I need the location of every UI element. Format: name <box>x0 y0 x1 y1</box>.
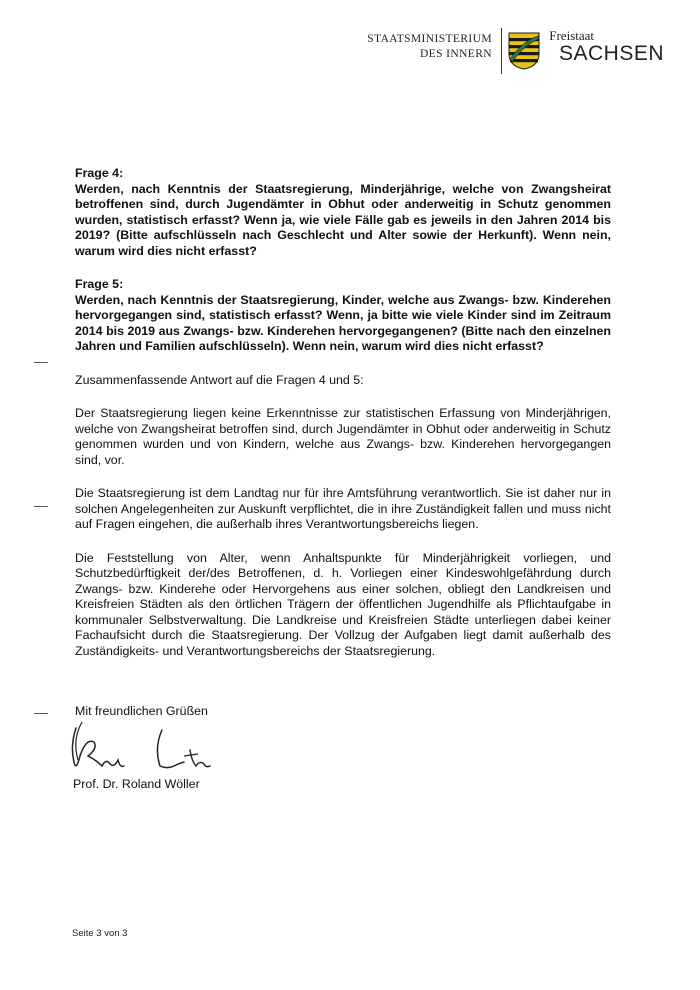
closing-greeting: Mit freundlichen Grüßen <box>75 704 208 718</box>
ministry-line-2: DES INNERN <box>419 48 492 60</box>
answer-paragraph: Die Feststellung von Alter, wenn Anhaltspunkte für Minderjährigkeit vorliegen, und Schutzbedürftigkeit der/des Betroffenen, d. h. Vorliegen einer Kindeswohlgefährdung durch Zwangs- bzw. Kinderehe oder Hervorgehens aus einer solchen, obliegt den Landkreisen und Kreisfreien Städten als den örtlichen Trägern der öffentlichen Jugendhilfe als Pflichtaufgabe in kommunaler Selbstverwaltung. Die Landkreise und Kreisfreien Städte unterliegen dabei keiner Fachaufsicht durch die Staatsregierung. Der Vollzug der Aufgaben liegt damit außerhalb des Zuständigkeits- und Verantwortungsbereichs der Staatsregierung. <box>75 550 611 658</box>
fold-mark <box>34 362 48 363</box>
question-4 <box>75 166 611 259</box>
question-5 <box>75 277 611 355</box>
handwritten-signature <box>64 716 224 784</box>
letter-body <box>75 166 611 677</box>
fold-mark <box>34 713 48 714</box>
question-heading: Frage 5: <box>75 277 124 291</box>
page-number: Seite 3 von 3 <box>72 928 128 939</box>
question-text: Werden, nach Kenntnis der Staatsregierung, Kinder, welche aus Zwangs- bzw. Kinderehen hervorgegangen sind, statistisch erfasst? Wenn, ja bitte wie viele Kinder sind im Zeitraum 2014 bis 2019 aus Zwangs- bzw. Kinderehen hervorgegangenen? (Bitte nach den einzelnen Jahren und Familien aufschlüsseln). Wenn nein, warum wird dies nicht erfasst? <box>75 292 611 353</box>
state-label-small: Freistaat <box>549 28 594 43</box>
state-label-large: SACHSEN <box>558 42 664 65</box>
answer-paragraph: Die Staatsregierung ist dem Landtag nur für ihre Amtsführung verantwortlich. Sie ist daher nur in solchen Angelegenheiten zur Auskunft verpflichtet, die in ihre Zuständigkeit fallen und muss nicht auf Fragen eingehen, die außerhalb ihres Verantwortungsbereichs liegen. <box>75 486 611 531</box>
saxony-crest-icon <box>508 32 540 70</box>
signer-name: Prof. Dr. Roland Wöller <box>73 777 200 791</box>
question-heading: Frage 4: <box>75 166 124 180</box>
answer-intro: Zusammenfassende Antwort auf die Fragen 4 und 5: <box>75 372 364 387</box>
ministry-line-1: STAATSMINISTERIUM <box>367 33 492 45</box>
ministry-name <box>322 32 492 62</box>
fold-mark <box>34 506 48 507</box>
question-text: Werden, nach Kenntnis der Staatsregierung, Minderjährige, welche von Zwangsheirat betroffenen sind, durch Jugendämter in Obhut oder anderweitig in Schutz genommen wurden, statistisch erfasst? Wenn ja, wie viele Fälle gab es jeweils in den Jahren 2014 bis 2019? (Bitte aufschlüsseln nach Geschlecht und Alter sowie der Herkunft). Wenn nein, warum wird dies nicht erfasst? <box>75 181 611 258</box>
letterhead-divider <box>501 28 502 74</box>
answer-paragraph: Der Staatsregierung liegen keine Erkenntnisse zur statistischen Erfassung von Minderjährigen, welche von Zwangsheirat betroffen sind, durch Jugendämter in Obhut oder anderweitig in Schutz genommen wurden und von Kindern, welche aus Zwangs- bzw. Kinderehen hervorgegangen sind, vor. <box>75 406 611 467</box>
